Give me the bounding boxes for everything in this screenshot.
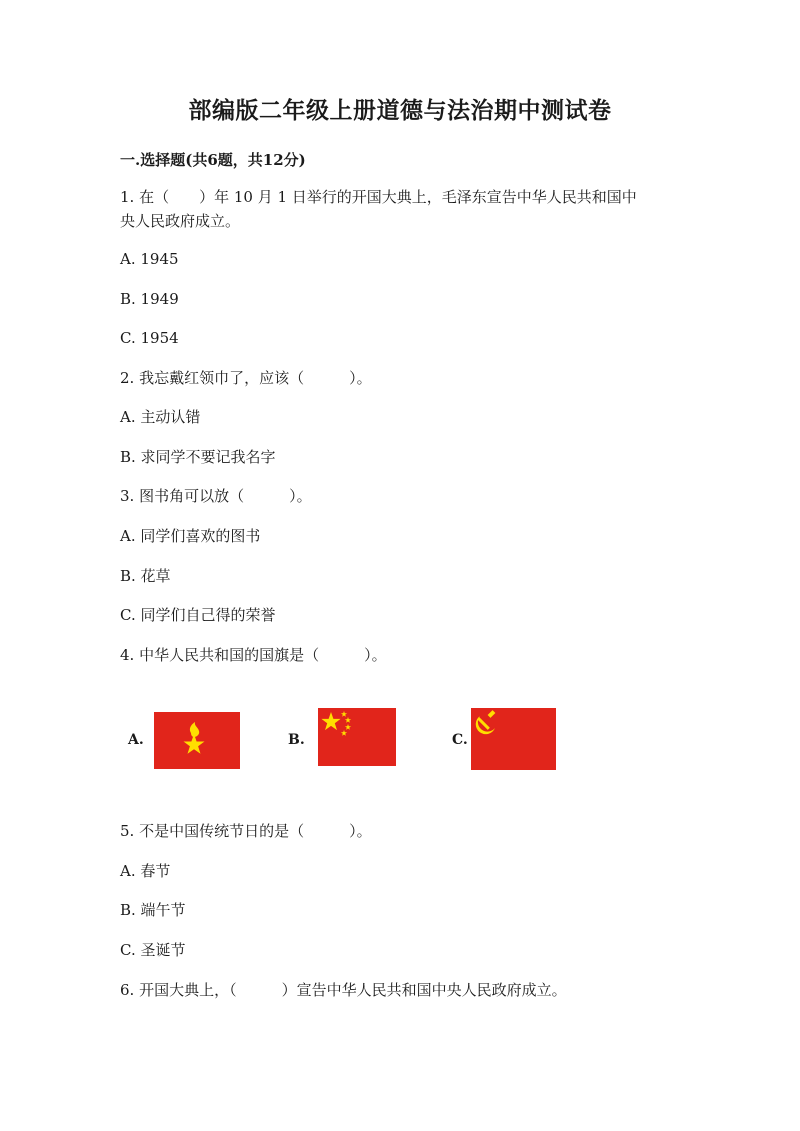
question-1-option-c: C. 1954 — [120, 329, 179, 347]
question-5-option-a: A. 春节 — [120, 862, 171, 880]
question-1-stem-line1: 1. 在（ ）年 10 月 1 日举行的开国大典上，毛泽东宣告中华人民共和国中 — [120, 188, 637, 206]
question-2-stem: 2. 我忘戴红领巾了，应该（ ）。 — [120, 369, 372, 387]
question-5-option-c: C. 圣诞节 — [120, 941, 186, 959]
flag-option-a-label: A. — [128, 732, 144, 748]
question-2-option-a: A. 主动认错 — [120, 408, 201, 426]
flag-option-c-label: C. — [452, 732, 468, 748]
chinese-national-flag-icon — [318, 708, 396, 766]
question-5-stem: 5. 不是中国传统节日的是（ ）。 — [120, 822, 372, 840]
question-2-option-b: B. 求同学不要记我名字 — [120, 448, 276, 466]
question-3-option-b: B. 花草 — [120, 567, 171, 585]
question-1-stem-line2: 央人民政府成立。 — [120, 212, 241, 230]
question-3-option-a: A. 同学们喜欢的图书 — [120, 527, 261, 545]
question-4-stem: 4. 中华人民共和国的国旗是（ ）。 — [120, 646, 387, 664]
question-3-option-c: C. 同学们自己得的荣誉 — [120, 606, 276, 624]
question-1-option-b: B. 1949 — [120, 290, 179, 308]
young-pioneers-flag-icon — [154, 712, 240, 769]
question-6-stem: 6. 开国大典上，（ ）宣告中华人民共和国中央人民政府成立。 — [120, 981, 567, 999]
question-3-stem: 3. 图书角可以放（ ）。 — [120, 487, 312, 505]
section-heading: 一.选择题(共6题，共12分) — [120, 151, 306, 169]
flag-option-b-label: B. — [288, 732, 305, 748]
party-flag-icon — [471, 708, 556, 770]
question-4-flag-options — [120, 700, 680, 780]
exam-title: 部编版二年级上册道德与法治期中测试卷 — [188, 97, 612, 124]
question-5-option-b: B. 端午节 — [120, 901, 186, 919]
question-1-option-a: A. 1945 — [120, 250, 179, 268]
